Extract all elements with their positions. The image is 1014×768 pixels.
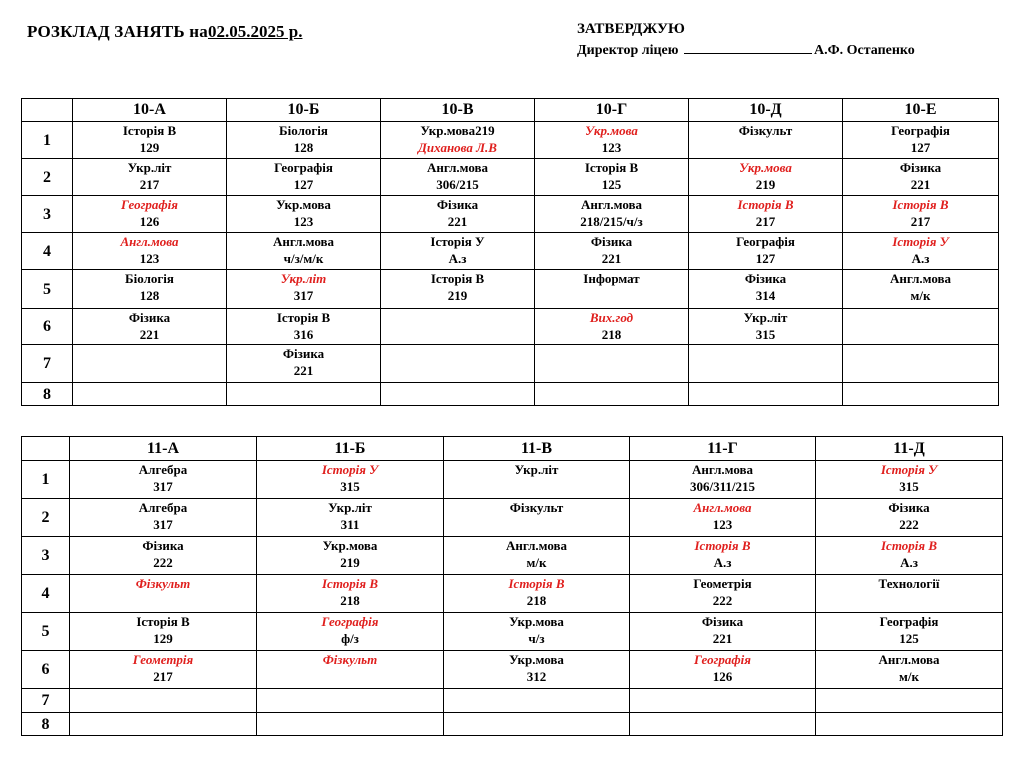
lesson-cell [689,270,843,309]
lesson-cell [816,689,1003,713]
subject-name: Укр.літ [743,310,788,325]
lesson-cell [257,537,444,575]
subject-name: Фізика [744,271,787,286]
room-number: м/к [899,669,919,684]
lesson-number: 7 [22,689,70,713]
lesson-cell [444,613,630,651]
lesson-cell [630,499,816,537]
lesson-cell [227,196,381,233]
room-number: м/к [526,555,547,570]
room-number: 128 [139,288,160,303]
lesson-cell [843,196,999,233]
schedule-date: 02.05.2025 р. [207,22,303,41]
lesson-row [22,383,999,406]
room-number: 123 [601,140,622,155]
lesson-cell [630,689,816,713]
lesson-number: 1 [22,461,70,499]
room-number: 219 [447,288,468,303]
subject-name: Історія В [322,576,378,591]
director-line [577,40,915,62]
lesson-cell [257,651,444,689]
room-number: 219 [755,177,776,192]
subject-name: Технології [878,576,940,591]
subject-name: Англ.мова [691,462,754,477]
room-number: 218 [601,327,622,342]
lesson-cell [816,613,1003,651]
class-header: 11-Г [630,437,816,461]
room-number: 221 [712,631,733,646]
lesson-cell [843,233,999,270]
class-header: 10-Д [689,99,843,122]
lesson-cell [257,499,444,537]
lesson-row [22,499,1003,537]
lesson-cell [444,461,630,499]
lesson-cell [73,233,227,270]
subject-name: Укр.літ [328,500,372,515]
subject-name: Фізика [282,346,325,361]
lesson-cell [816,461,1003,499]
room-number: 315 [899,479,919,494]
subject-name: Укр.літ [514,462,559,477]
lesson-cell [816,575,1003,613]
subject-name: Англ.мова [272,234,335,249]
lesson-cell [70,461,257,499]
lesson-cell [816,499,1003,537]
room-number: А.з [911,251,930,266]
subject-name: Фізкульт [322,652,378,667]
subject-name: Англ.мова [580,197,643,212]
lesson-cell [227,270,381,309]
lesson-row [22,196,999,233]
subject-name: Англ.мова [426,160,489,175]
lesson-cell [381,233,535,270]
subject-name: Географія [274,160,333,175]
subject-name: Історія В [430,271,485,286]
subject-name: Географія [121,197,178,212]
subject-name: Геометрія [693,576,752,591]
subject-name: Історія У [430,234,485,249]
lesson-cell [257,713,444,736]
room-number: 222 [712,593,733,608]
corner-cell [22,99,73,122]
lesson-cell [73,196,227,233]
subject-name: Алгебра [138,462,188,477]
lesson-cell [843,122,999,159]
lesson-cell [381,270,535,309]
class-header: 10-В [381,99,535,122]
lesson-cell [227,345,381,383]
room-number: 125 [601,177,622,192]
class-header: 11-А [70,437,257,461]
lesson-number: 5 [22,270,73,309]
director-label: Директор ліцею [577,43,679,58]
room-number: 316 [293,327,314,342]
subject-name: Фізика [888,500,930,515]
lesson-cell [535,233,689,270]
approval-block [577,18,915,62]
lesson-cell [70,651,257,689]
lesson-cell [381,309,535,345]
room-number: ч/з/м/к [283,251,324,266]
subject-name: Англ.мова [878,652,940,667]
room-number: 221 [139,327,160,342]
lesson-cell [227,233,381,270]
lesson-cell [843,383,999,406]
subject-name: Географія [321,614,379,629]
lesson-number: 8 [22,713,70,736]
lesson-cell [816,713,1003,736]
subject-name: Укр.мова [509,614,564,629]
lesson-number: 4 [22,575,70,613]
lesson-number: 2 [22,159,73,196]
room-number: 217 [755,214,776,229]
subject-name: Вих.год [589,310,634,325]
room-number: 312 [526,669,547,684]
lesson-cell [444,689,630,713]
subject-name: Історія В [508,576,565,591]
lesson-cell [444,651,630,689]
room-number: А.з [448,251,467,266]
schedule-table-11 [21,436,1003,736]
room-number: м/к [910,288,931,303]
room-number: 306/215 [436,177,479,192]
lesson-cell [381,345,535,383]
lesson-cell [257,461,444,499]
lesson-number: 5 [22,613,70,651]
lesson-row [22,233,999,270]
subject-name: Фізика [128,310,171,325]
lesson-cell [70,537,257,575]
lesson-row [22,461,1003,499]
teacher-name: Диханова Л.В [418,140,497,155]
lesson-row [22,537,1003,575]
subject-name: Укр.літ [280,271,327,286]
subject-name: Історія В [881,538,937,553]
room-number: 218 [340,593,360,608]
lesson-row [22,309,999,345]
lesson-cell [843,309,999,345]
lesson-number: 1 [22,122,73,159]
lesson-cell [73,345,227,383]
room-number: 221 [910,177,931,192]
lesson-cell [444,499,630,537]
lesson-number: 6 [22,651,70,689]
subject-name: Фізика [436,197,479,212]
room-number: 222 [899,517,919,532]
subject-name: Географія [736,234,795,249]
lesson-cell [630,575,816,613]
lesson-row [22,122,999,159]
room-number: А.з [713,555,732,570]
lesson-cell [73,383,227,406]
lesson-cell [535,196,689,233]
room-number: 218/215/ч/з [580,214,643,229]
lesson-cell [689,122,843,159]
lesson-cell [689,309,843,345]
subject-name: Англ.мова [693,500,752,515]
room-number: 129 [139,140,160,155]
lesson-cell [816,651,1003,689]
lesson-cell [630,713,816,736]
lesson-cell [70,575,257,613]
signature-line [684,41,812,54]
room-number: 125 [899,631,919,646]
subject-name: Історія В [584,160,639,175]
lesson-row [22,345,999,383]
lesson-cell [630,537,816,575]
lesson-cell [70,689,257,713]
subject-name: Історія В [694,538,751,553]
lesson-cell [73,309,227,345]
subject-name: Географія [879,614,939,629]
room-number: 315 [340,479,360,494]
lesson-cell [630,461,816,499]
lesson-cell [381,159,535,196]
title-text: РОЗКЛАД ЗАНЯТЬ на [27,22,208,41]
room-number: 217 [910,214,931,229]
lesson-number: 8 [22,383,73,406]
subject-name: Фізика [899,160,942,175]
lesson-number: 6 [22,309,73,345]
subject-name: Географія [891,123,950,138]
lesson-cell [70,499,257,537]
lesson-cell [444,575,630,613]
lesson-cell [689,196,843,233]
lesson-cell [227,383,381,406]
room-number: 127 [755,251,776,266]
room-number: 217 [153,669,173,684]
lesson-cell [535,383,689,406]
room-number: 217 [139,177,160,192]
lesson-cell [73,159,227,196]
lesson-row [22,575,1003,613]
room-number: 123 [293,214,314,229]
lesson-cell [257,613,444,651]
subject-name: Укр.мова [509,652,564,667]
class-header: 10-Б [227,99,381,122]
room-number: 317 [153,517,173,532]
lesson-row [22,159,999,196]
lesson-row [22,613,1003,651]
room-number: 127 [293,177,314,192]
lesson-cell [227,122,381,159]
lesson-cell [689,383,843,406]
subject-name: Інформат [583,271,640,286]
class-header: 11-В [444,437,630,461]
class-header: 11-Б [257,437,444,461]
director-name: А.Ф. Остапенко [813,43,915,58]
lesson-row [22,713,1003,736]
subject-name: Біологія [279,123,328,138]
subject-name: Історія У [321,462,379,477]
lesson-cell [70,713,257,736]
subject-name: Англ.мова [889,271,952,286]
lesson-cell [843,159,999,196]
room-number: 129 [153,631,173,646]
subject-name: Укр.мова [739,160,792,175]
corner-cell [22,437,70,461]
subject-name: Історія В [892,197,949,212]
subject-name: Історія У [892,234,949,249]
lesson-cell [381,383,535,406]
room-number: 221 [447,214,468,229]
class-header: 10-Г [535,99,689,122]
lesson-cell [535,345,689,383]
lesson-cell [630,613,816,651]
lesson-cell [381,196,535,233]
class-header: 10-А [73,99,227,122]
subject-name: Фізика [701,614,744,629]
header-row [22,437,1003,461]
room-number: ч/з [528,631,545,646]
lesson-cell [843,270,999,309]
lesson-cell [444,537,630,575]
subject-name: Фізика [590,234,633,249]
subject-name: Географія [694,652,751,667]
room-number: 128 [293,140,314,155]
room-number: 126 [712,669,733,684]
lesson-cell [689,345,843,383]
lesson-cell [257,689,444,713]
class-header: 10-Е [843,99,999,122]
lesson-cell [689,159,843,196]
room-number: ф/з [341,631,359,646]
room-number: 315 [755,327,776,342]
subject-name: Укр.мова [276,197,331,212]
lesson-row [22,270,999,309]
lesson-cell [227,309,381,345]
subject-name: Геометрія [132,652,194,667]
lesson-number: 7 [22,345,73,383]
lesson-row [22,651,1003,689]
subject-name: Історія В [276,310,331,325]
subject-name: Історія В [737,197,794,212]
room-number: А.з [900,555,918,570]
schedule-title [27,22,302,42]
lesson-cell [444,713,630,736]
lesson-cell [227,159,381,196]
lesson-cell [816,537,1003,575]
subject-name: Фізкульт [509,500,564,515]
room-number: 317 [153,479,173,494]
approve-label: ЗАТВЕРДЖУЮ [577,21,685,37]
room-number: 219 [340,555,360,570]
subject-name: Укр.літ [127,160,172,175]
lesson-cell [73,270,227,309]
subject-name: Історія В [122,123,177,138]
subject-name: Англ.мова [505,538,568,553]
room-number: 317 [293,288,314,303]
lesson-cell [630,651,816,689]
subject-name: Історія В [136,614,190,629]
header-row [22,99,999,122]
room-number: 218 [526,593,547,608]
lesson-number: 3 [22,196,73,233]
lesson-cell [843,345,999,383]
class-header: 11-Д [816,437,1003,461]
room-number: 123 [139,251,160,266]
lesson-cell [535,309,689,345]
schedule-table-10 [21,98,999,406]
subject-name: Фізкульт [738,123,793,138]
lesson-cell [689,233,843,270]
subject-name: Фізика [142,538,184,553]
room-number: 306/311/215 [689,479,755,494]
subject-name: Укр.мова [585,123,638,138]
lesson-cell [257,575,444,613]
subject-name: Укр.мова219 [420,123,495,138]
room-number: 126 [139,214,160,229]
room-number: 314 [755,288,776,303]
room-number: 221 [601,251,622,266]
room-number: 123 [712,517,733,532]
lesson-cell [535,122,689,159]
lesson-number: 2 [22,499,70,537]
subject-name: Історія У [880,462,938,477]
lesson-cell [70,613,257,651]
lesson-row [22,689,1003,713]
lesson-cell [73,122,227,159]
subject-name: Англ.мова [120,234,179,249]
room-number: 222 [153,555,173,570]
subject-name: Укр.мова [322,538,378,553]
room-number: 221 [293,363,314,378]
lesson-cell [535,159,689,196]
subject-name: Біологія [125,271,174,286]
lesson-cell [381,122,535,159]
room-number: 311 [340,517,360,532]
room-number: 127 [910,140,931,155]
lesson-number: 3 [22,537,70,575]
lesson-cell [535,270,689,309]
subject-name: Фізкульт [135,576,191,591]
lesson-number: 4 [22,233,73,270]
subject-name: Алгебра [138,500,188,515]
